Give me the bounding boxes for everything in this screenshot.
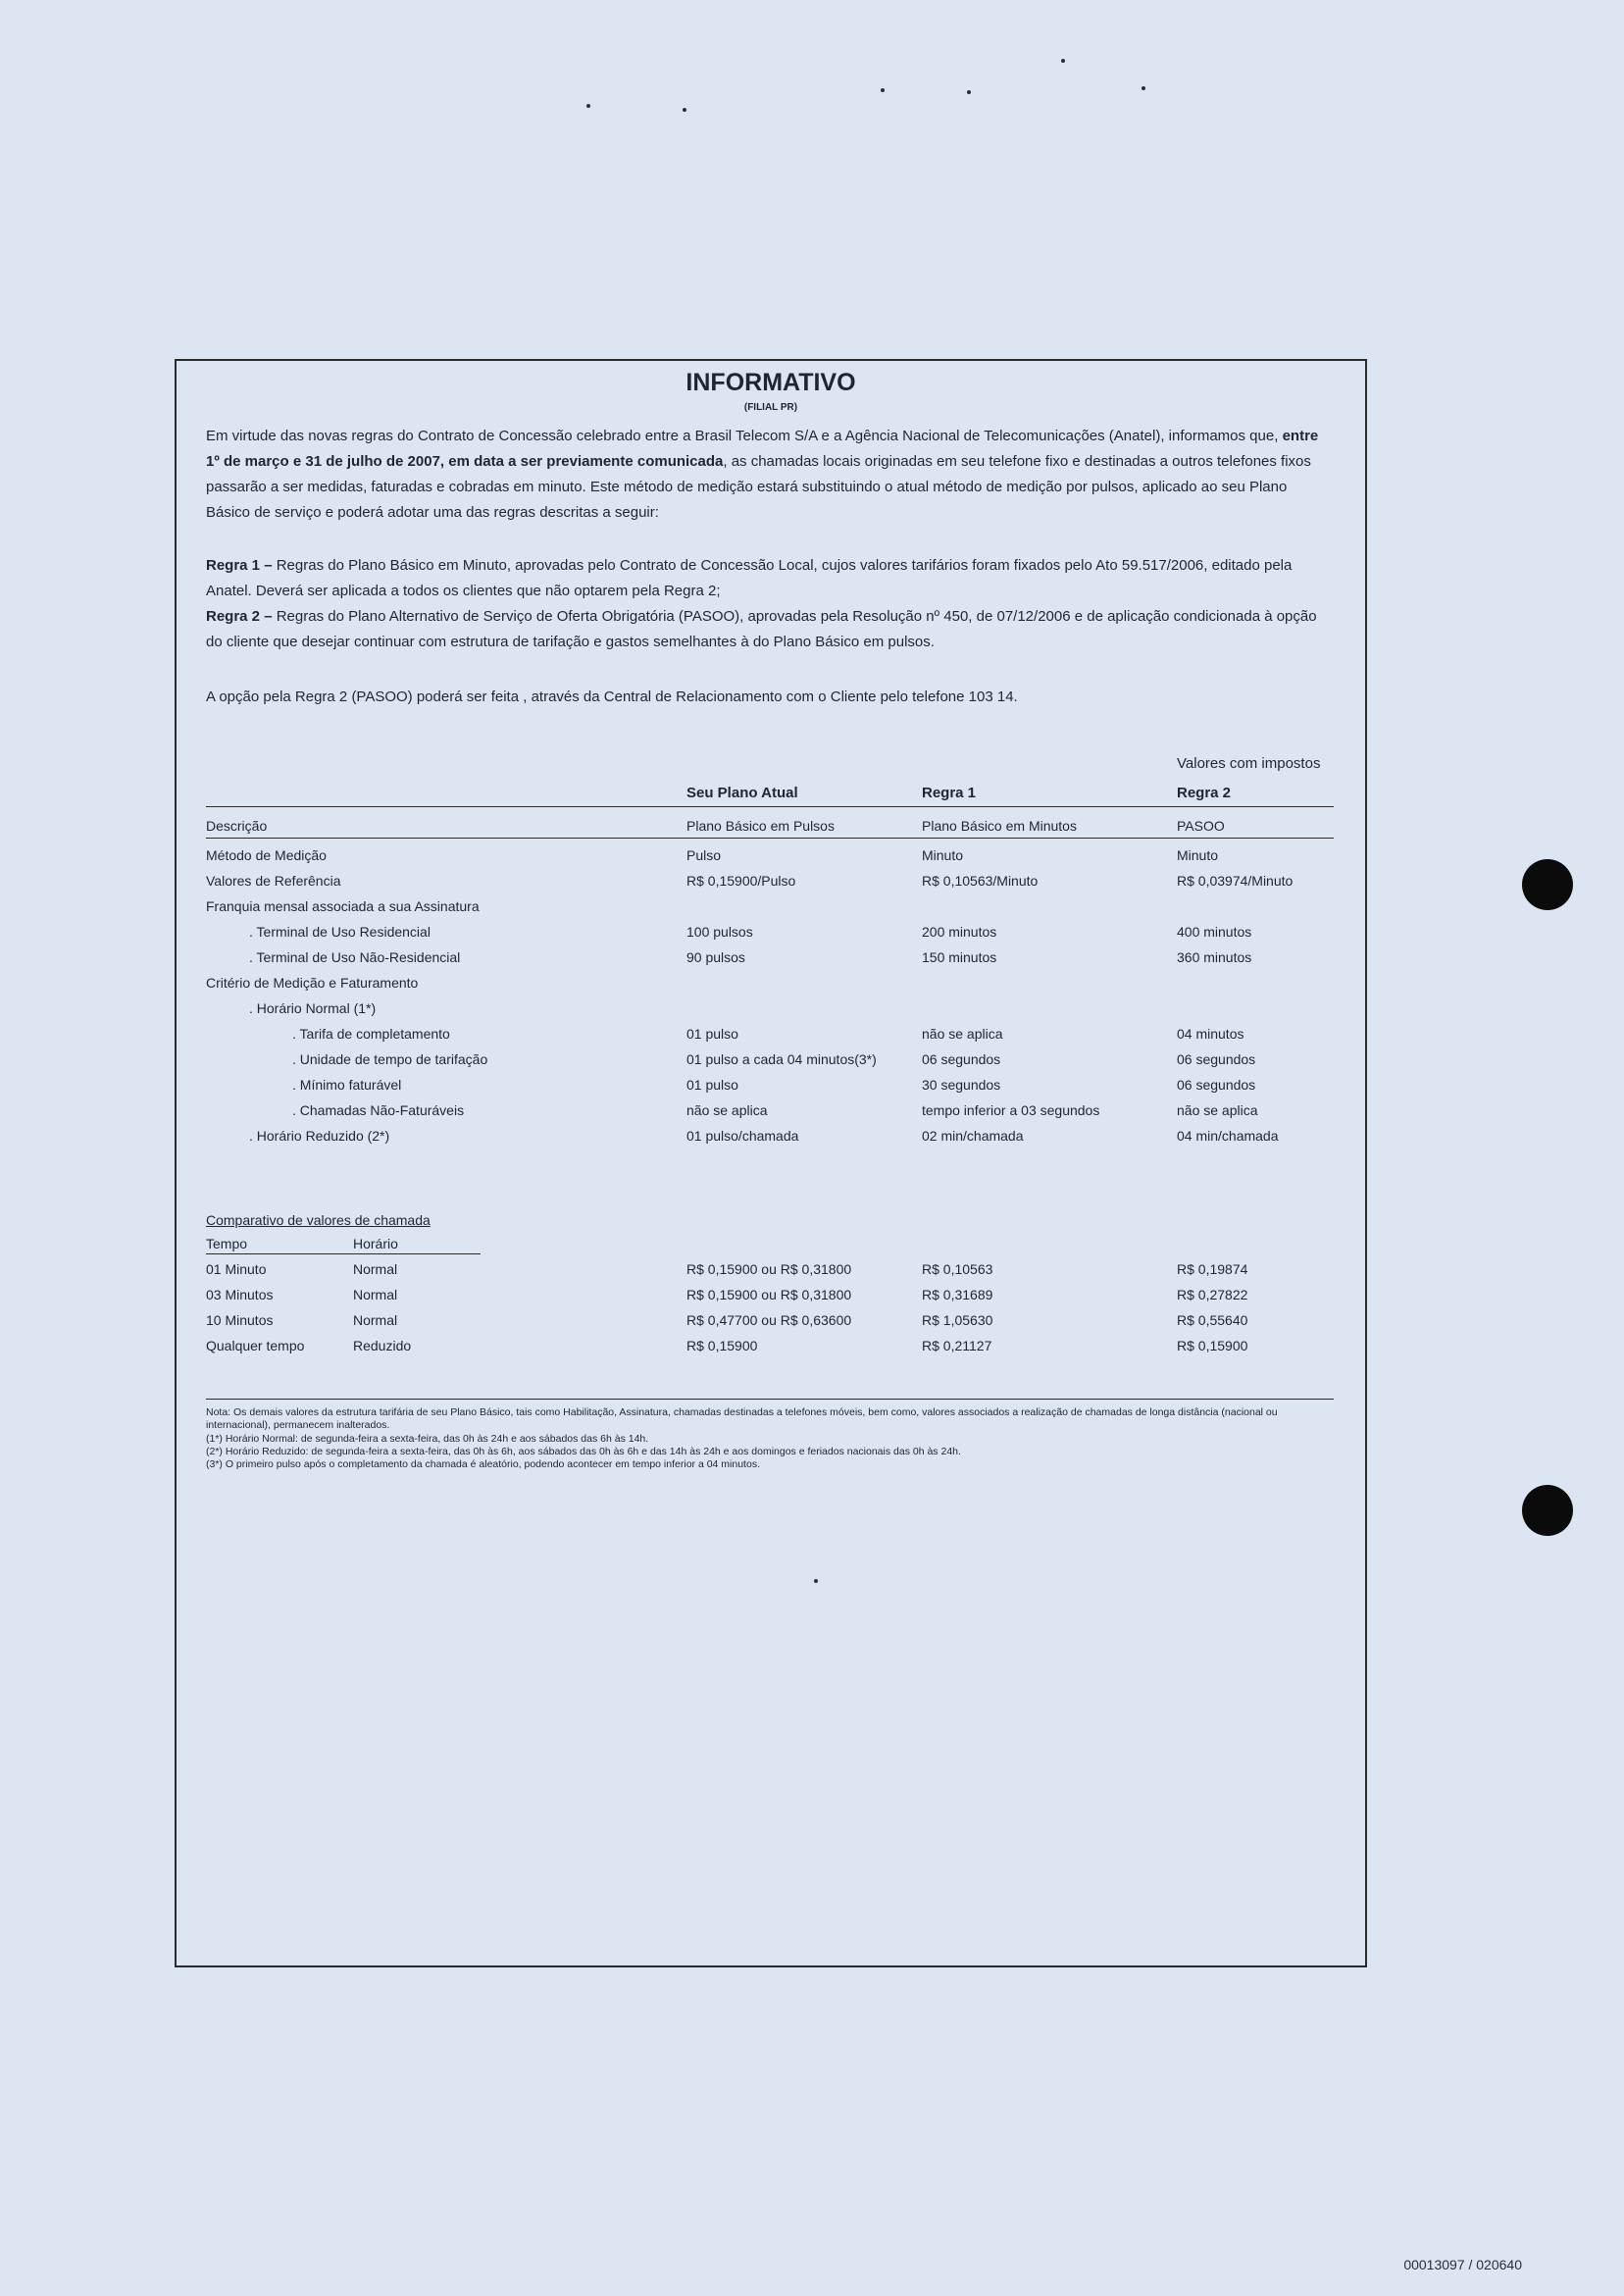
note-2: (2*) Horário Reduzido: de segunda-feira a sexta-feira, das 0h às 6h, aos sábados das 0h às 6h e das 14h às 24h e aos domingos e feriados nacionais das 0h às 24h. — [206, 1446, 961, 1457]
col-header-regra1: Regra 1 — [922, 785, 977, 801]
table-row-desc: . Chamadas Não-Faturáveis — [292, 1102, 465, 1118]
table-row-desc: Critério de Medição e Faturamento — [206, 975, 419, 991]
comparativo-tempo: 03 Minutos — [206, 1287, 274, 1302]
punch-hole — [1522, 1485, 1573, 1536]
table-cell: tempo inferior a 03 segundos — [922, 1102, 1100, 1118]
informativo-box — [175, 359, 1367, 1967]
intro-paragraph: Em virtude das novas regras do Contrato de Concessão celebrado entre a Brasil Telecom S/A e a Agência Nacional de Telecomunicações (Anatel), informamos que, entre 1º de março e 31 de julho de 2007, em data a ser previamente comunicada, as chamadas locais originadas em seu telefone fixo e destinadas a outros telefones fixos passarão a ser medidas, faturadas e cobradas em minuto. Este método de medição estará substituindo o atual método de medição por pulsos, aplicado ao seu Plano Básico de serviço e poderá adotar uma das regras descritas a seguir: — [206, 428, 1319, 521]
col-sub-current: Plano Básico em Pulsos — [686, 818, 835, 834]
table-cell: 150 minutos — [922, 949, 997, 965]
comparativo-cell: R$ 0,21127 — [922, 1338, 992, 1353]
table-cell: 04 min/chamada — [1177, 1128, 1279, 1144]
comparativo-cell: R$ 0,31689 — [922, 1287, 993, 1302]
comparativo-cell: R$ 0,15900 ou R$ 0,31800 — [686, 1287, 852, 1302]
scan-speck — [1142, 86, 1145, 90]
table-cell: 01 pulso — [686, 1026, 738, 1042]
table-cell: R$ 0,10563/Minuto — [922, 873, 1039, 889]
table-cell: 30 segundos — [922, 1077, 1001, 1093]
rule-1: Regra 1 – Regras do Plano Básico em Minuto, aprovadas pelo Contrato de Concessão Local, cujos valores tarifários foram fixados pelo Ato 59.517/2006, editado pela Anatel. Deverá ser aplicada a todos os clientes que não optarem pela Regra 2; — [206, 557, 1293, 599]
page-title: INFORMATIVO — [685, 369, 856, 396]
comparativo-tempo: 01 Minuto — [206, 1261, 267, 1277]
col-header-current: Seu Plano Atual — [686, 785, 798, 801]
table-cell: não se aplica — [922, 1026, 1003, 1042]
comparativo-col-tempo: Tempo — [206, 1236, 248, 1251]
comparativo-horario: Normal — [353, 1287, 398, 1302]
comparativo-cell: R$ 0,15900 — [1177, 1338, 1248, 1353]
comparativo-cell: R$ 0,27822 — [1177, 1287, 1248, 1302]
table-cell: não se aplica — [1177, 1102, 1258, 1118]
table-cell: Minuto — [1177, 847, 1219, 863]
comparativo-title: Comparativo de valores de chamada — [206, 1212, 431, 1228]
scan-speck — [1061, 59, 1065, 63]
note-1: (1*) Horário Normal: de segunda-feira a sexta-feira, das 0h às 24h e aos sábados das 6h às 14h. — [206, 1433, 649, 1445]
comparativo-tempo: Qualquer tempo — [206, 1338, 305, 1353]
comparativo-cell: R$ 0,19874 — [1177, 1261, 1248, 1277]
table-row-desc: . Terminal de Uso Não-Residencial — [249, 949, 461, 965]
scan-speck — [967, 90, 971, 94]
table-row-desc: . Terminal de Uso Residencial — [249, 924, 431, 940]
comparativo-cell: R$ 0,15900 — [686, 1338, 758, 1353]
scan-speck — [683, 108, 686, 112]
table-row-desc: . Tarifa de completamento — [292, 1026, 450, 1042]
table-cell: 360 minutos — [1177, 949, 1252, 965]
page-subtitle: (FILIAL PR) — [743, 402, 798, 413]
col-sub-regra1: Plano Básico em Minutos — [922, 818, 1077, 834]
table-cell: 100 pulsos — [686, 924, 753, 940]
table-cell: 06 segundos — [1177, 1077, 1256, 1093]
table-row-desc: Franquia mensal associada a sua Assinatura — [206, 898, 480, 914]
table-cell: 200 minutos — [922, 924, 997, 940]
document-id: 00013097 / 020640 — [1403, 2257, 1522, 2272]
punch-hole — [1522, 859, 1573, 910]
comparativo-cell: R$ 1,05630 — [922, 1312, 993, 1328]
table-rule — [206, 838, 1334, 839]
table-cell: 02 min/chamada — [922, 1128, 1024, 1144]
table-cell: 06 segundos — [922, 1051, 1001, 1067]
table-row-desc: . Unidade de tempo de tarifação — [292, 1051, 488, 1067]
table-cell: 01 pulso — [686, 1077, 738, 1093]
comparativo-cell: R$ 0,55640 — [1177, 1312, 1248, 1328]
table-cell: 90 pulsos — [686, 949, 745, 965]
table-rule — [206, 806, 1334, 807]
table-row-desc: . Horário Reduzido (2*) — [249, 1128, 390, 1144]
table-cell: R$ 0,15900/Pulso — [686, 873, 796, 889]
values-note: Valores com impostos — [1177, 755, 1321, 772]
comparativo-cell: R$ 0,47700 ou R$ 0,63600 — [686, 1312, 852, 1328]
option-text: A opção pela Regra 2 (PASOO) poderá ser feita , através da Central de Relacionamento com o Cliente pelo telefone 103 14. — [206, 689, 1018, 705]
scan-speck — [881, 88, 885, 92]
comparativo-horario: Normal — [353, 1261, 398, 1277]
scan-speck — [586, 104, 590, 108]
table-cell: 400 minutos — [1177, 924, 1252, 940]
rule-2: Regra 2 – Regras do Plano Alternativo de Serviço de Oferta Obrigatória (PASOO), aprovadas pela Resolução nº 450, de 07/12/2006 e de aplicação condicionada à opção do cliente que desejar continuar com estrutura de tarifação e gastos semelhantes à do Plano Básico em pulsos. — [206, 608, 1317, 650]
table-row-desc: Valores de Referência — [206, 873, 341, 889]
table-cell: 04 minutos — [1177, 1026, 1244, 1042]
table-row-desc: . Horário Normal (1*) — [249, 1000, 377, 1016]
comparativo-horario: Reduzido — [353, 1338, 412, 1353]
table-cell: 06 segundos — [1177, 1051, 1256, 1067]
col-header-regra2: Regra 2 — [1177, 785, 1232, 801]
table-cell: R$ 0,03974/Minuto — [1177, 873, 1294, 889]
table-row-desc: Método de Medição — [206, 847, 327, 863]
notes-rule — [206, 1399, 1334, 1400]
comparativo-tempo: 10 Minutos — [206, 1312, 274, 1328]
note-main: Nota: Os demais valores da estrutura tarifária de seu Plano Básico, tais como Habilitação, Assinatura, chamadas destinadas a telefones móveis, bem como, valores associados a realização de chamadas de longa distância (nacional ou internacional), permanecem inalterados. — [206, 1406, 1278, 1431]
table-cell: 01 pulso/chamada — [686, 1128, 799, 1144]
comparativo-horario: Normal — [353, 1312, 398, 1328]
table-cell: Pulso — [686, 847, 722, 863]
col-desc-label: Descrição — [206, 818, 268, 834]
comparativo-col-horario: Horário — [353, 1236, 398, 1251]
comparativo-cell: R$ 0,15900 ou R$ 0,31800 — [686, 1261, 852, 1277]
comparativo-rule — [206, 1253, 481, 1254]
table-row-desc: . Mínimo faturável — [292, 1077, 402, 1093]
table-cell: não se aplica — [686, 1102, 768, 1118]
table-cell: 01 pulso a cada 04 minutos(3*) — [686, 1051, 877, 1067]
comparativo-cell: R$ 0,10563 — [922, 1261, 993, 1277]
table-cell: Minuto — [922, 847, 964, 863]
note-3: (3*) O primeiro pulso após o completamento da chamada é aleatório, podendo acontecer em tempo inferior a 04 minutos. — [206, 1458, 760, 1470]
col-sub-regra2: PASOO — [1177, 818, 1225, 834]
